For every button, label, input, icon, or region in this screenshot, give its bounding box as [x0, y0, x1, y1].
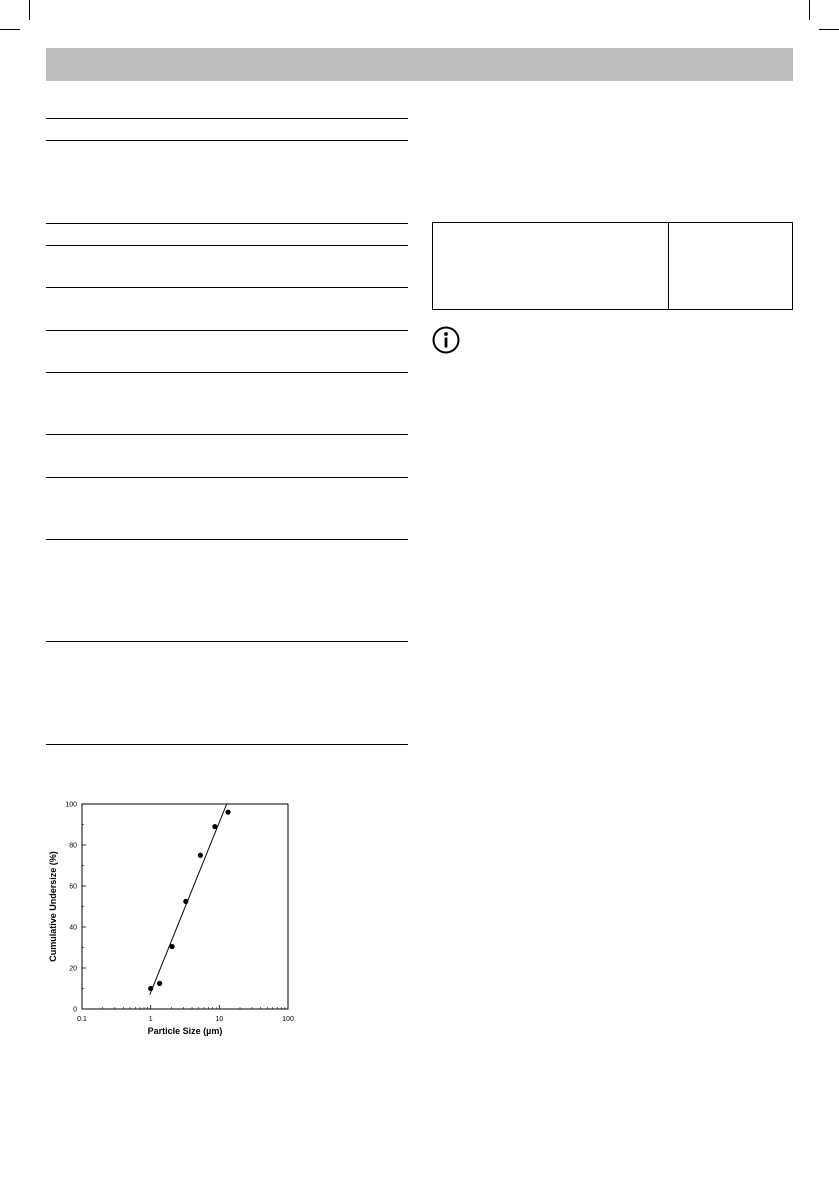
x-tick-label: 100 — [282, 1016, 294, 1023]
data-point — [183, 899, 188, 904]
rule-line — [46, 744, 408, 745]
crop-mark-right-horizontal — [819, 29, 839, 30]
data-point — [148, 986, 153, 991]
rule-line — [46, 477, 408, 478]
spec-table-box — [432, 222, 793, 310]
particle-size-chart — [40, 794, 310, 1044]
data-points — [148, 810, 231, 992]
data-point — [198, 853, 203, 858]
y-tick-label: 40 — [69, 924, 77, 932]
table-column-divider — [668, 223, 669, 309]
y-axis-ticks — [65, 802, 86, 1014]
data-point — [225, 810, 230, 815]
crop-mark-left-horizontal — [0, 29, 20, 30]
rule-line — [46, 287, 408, 288]
rule-line — [46, 434, 408, 435]
y-tick-label: 0 — [73, 1006, 77, 1014]
y-tick-label: 80 — [69, 842, 77, 850]
rule-line — [46, 330, 408, 331]
x-tick-label: 10 — [215, 1016, 224, 1023]
data-point — [212, 824, 217, 829]
crop-mark-left-vertical — [29, 0, 30, 20]
y-axis-label: Cumulative Undersize (%) — [48, 851, 58, 962]
info-icon — [432, 326, 460, 354]
y-tick-label: 20 — [69, 965, 77, 973]
x-axis-ticks — [77, 1005, 294, 1023]
fit-line-group — [150, 804, 227, 995]
x-tick-label: 0.1 — [77, 1016, 87, 1023]
rule-line — [46, 223, 408, 224]
data-point — [169, 944, 174, 949]
y-tick-label: 60 — [69, 883, 77, 891]
data-point — [157, 981, 162, 986]
x-tick-label: 1 — [148, 1016, 153, 1023]
rule-line — [46, 641, 408, 642]
section-header-bar — [46, 48, 793, 81]
crop-mark-right-vertical — [809, 0, 810, 20]
fit-line — [150, 804, 227, 995]
x-axis-label: Particle Size (µm) — [147, 1026, 223, 1036]
rule-line — [46, 140, 408, 141]
chart-svg — [40, 794, 310, 1044]
rule-line — [46, 118, 408, 119]
rule-line — [46, 372, 408, 373]
y-tick-label: 100 — [65, 801, 77, 809]
rule-line — [46, 245, 408, 246]
rule-line — [46, 539, 408, 540]
